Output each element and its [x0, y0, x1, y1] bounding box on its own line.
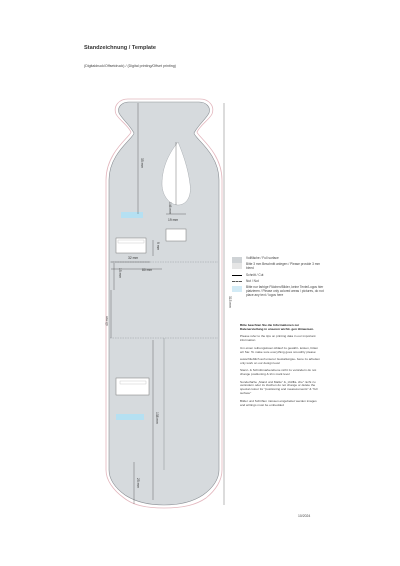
page-subtitle: (Digitaldruck/Offsetdruck) / (Digital printing/Offset printing) [84, 64, 176, 68]
tab-slot [166, 229, 186, 241]
note: Sonderfarbe „Stand und Maße" & „Vollflä- che" nicht zu verändern oder zu löschen do not change or delete the special colour for "positioning and measurements" & "full surface" [240, 379, 318, 396]
legend-item-nut [232, 279, 327, 283]
note: Um einen reibungslosen Ablauf zu gewähr- leisten, bitten wir Sie: To make sure everything goes smoothly please: [240, 345, 319, 354]
note: ausschließlich auf unserer Gestaltungse- bene zu arbeiten only work on our design level [240, 356, 320, 365]
dim-side-length: 40 mm [105, 315, 109, 326]
legend-text: Bitte 3 mm Beschnitt anlegen / Please provide 3 mm bleed [246, 262, 321, 271]
dim-bottom-height: 25 mm [136, 478, 140, 489]
notes [240, 324, 320, 411]
dim-inner-width: 19 mm [168, 218, 179, 222]
legend-item-full [232, 256, 327, 260]
white-area-lower [116, 414, 144, 420]
note: Stanz- & Schnittmarkerebene nicht zu verändern do not change positioning & trim mark level [240, 368, 317, 377]
note: Bitte beachten Sie die Informationen zur Datenerstellung in unseren wichti- gen Hinweisen. [240, 323, 314, 331]
note: Please refer to the tips on printing data in our important information [240, 334, 316, 343]
legend-text: Vollfläche / Full surface [246, 256, 279, 260]
bleed-swatch [232, 263, 242, 269]
legend-text: Nut / Nut [246, 278, 259, 283]
slot-lower [116, 378, 149, 395]
white-area-swatch [232, 286, 242, 292]
dim-total-height: 315 mm [228, 296, 232, 308]
dim-lower-length: 138 mm [155, 412, 159, 424]
legend-text: Schnitt / Cut [246, 272, 264, 277]
dim-slot-width: 32 mm [128, 256, 139, 260]
document-date: 10/2024 [298, 514, 311, 518]
note: Bilder und Schriften müssen eingebettet werden images and writings must be embedded [240, 398, 317, 407]
legend [232, 256, 327, 300]
dim-side-height: 15 mm [118, 268, 122, 279]
legend-text: Bitte nur farbige Flächen/Bilder, keine Texte/Logos hier platzieren / Please only colored areas / pictures, do not place any text / logos here [246, 285, 324, 298]
slot-upper-inner [118, 240, 144, 243]
dim-mid-width: 80 mm [142, 268, 153, 272]
page-title: Standzeichnung / Template [84, 45, 156, 51]
dim-inner-height: 146 mm [168, 202, 172, 214]
dim-top-height: 35 mm [140, 158, 144, 169]
legend-item-white [232, 285, 327, 298]
nut-swatch [232, 281, 242, 282]
legend-item-bleed [232, 262, 327, 270]
dim-slot-height: 9 mm [156, 242, 160, 251]
cut-swatch [232, 275, 242, 276]
white-area-upper [121, 212, 143, 218]
slot-lower-inner [120, 381, 146, 384]
legend-item-cut [232, 273, 327, 277]
